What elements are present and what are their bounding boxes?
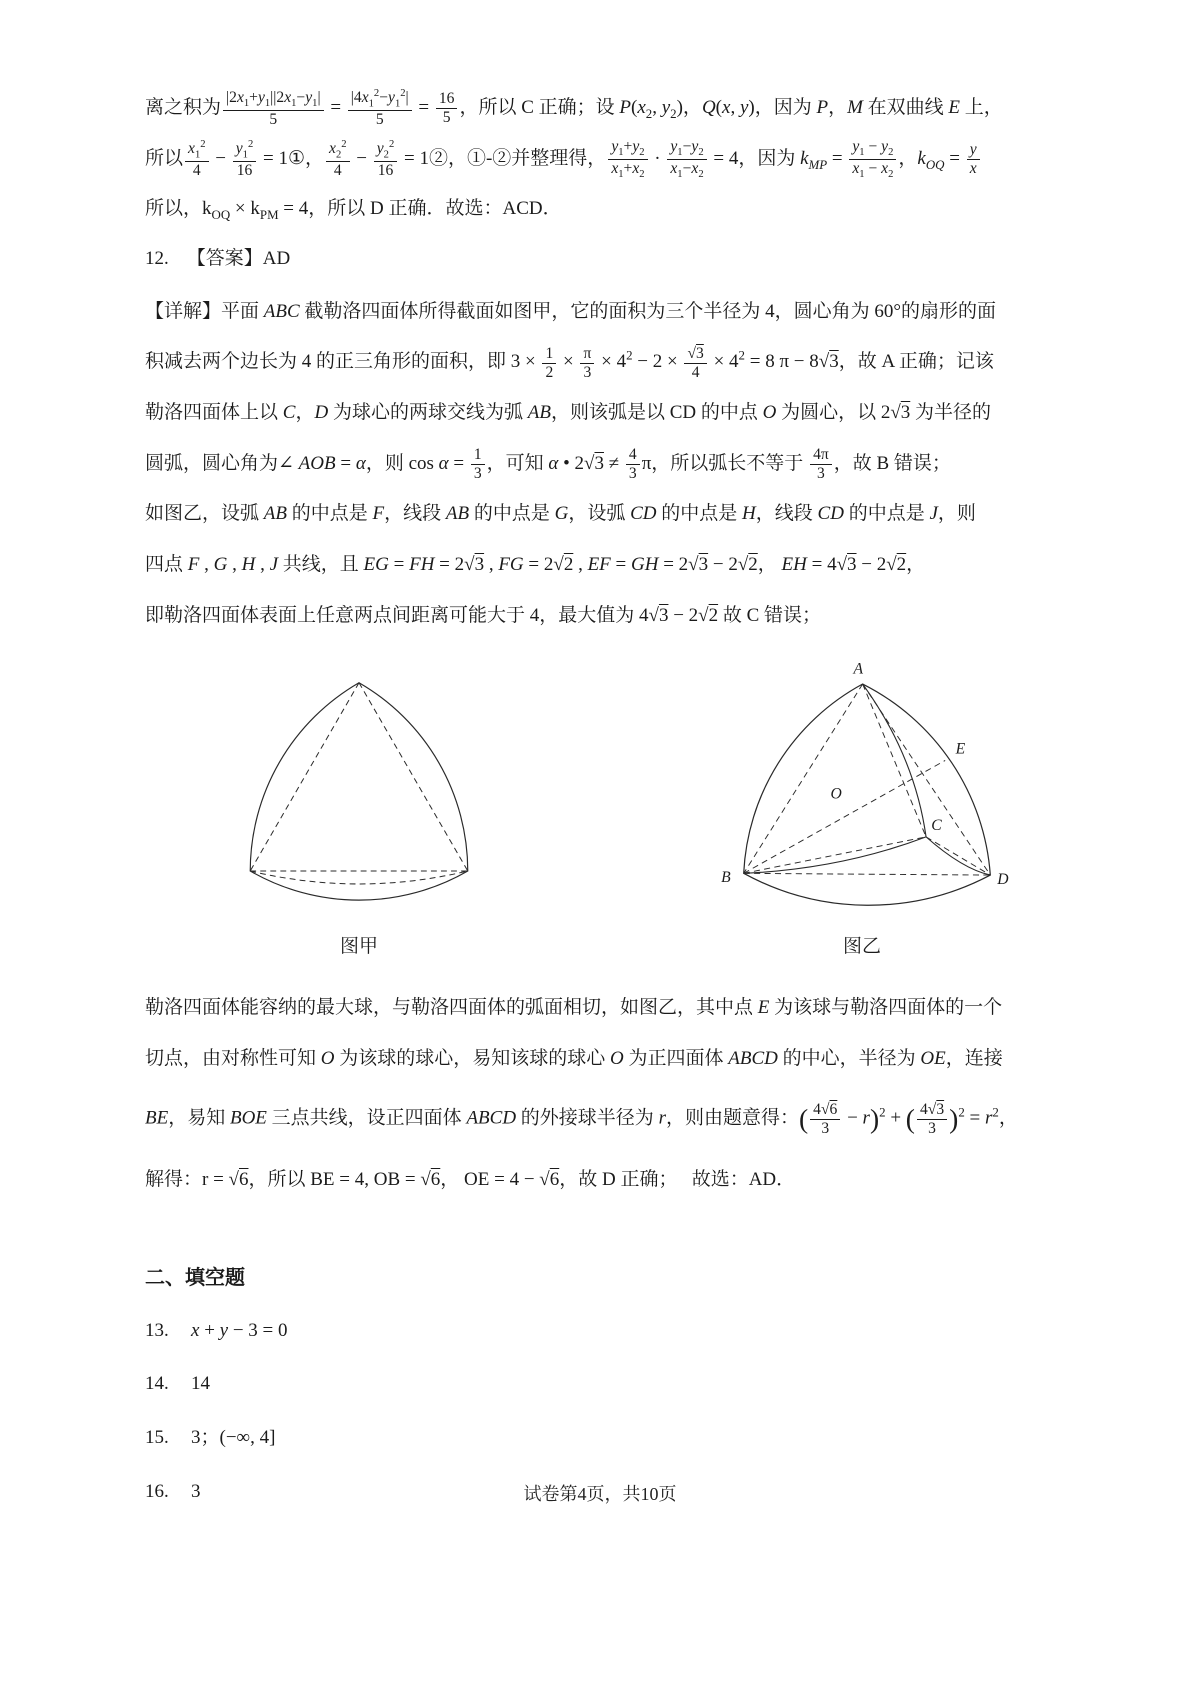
question-12-answer-line — [145, 238, 1062, 280]
blank-answer-13 — [145, 1318, 1062, 1345]
text-line: 所以，$k_{OQ} \times k_{PM} = 4$，所以 D 正确．故选：ACD． — [145, 198, 562, 223]
reuleaux-tetrahedron-figure-jia — [200, 666, 518, 917]
vertex-label-e: E — [955, 740, 966, 758]
figures-row — [200, 656, 1032, 958]
vertex-label-o: O — [830, 785, 842, 803]
section-title-fill-in: 二、填空题 — [145, 1266, 245, 1289]
blank-number: 13. — [145, 1319, 169, 1341]
text-line: 圆弧，圆心角为∠ AOB = α，则 cos α = $\frac{1}{3}$ ，可知 α • 2√3 ≠ $\frac{4}{3}$ π，所以弧长不等于 $\frac{4\pi}{3}$ ，故 B 错误； — [145, 445, 951, 482]
hidden-edge-apex-left — [250, 683, 359, 871]
vertex-label-c: C — [931, 817, 942, 835]
hidden-edge-ac — [863, 684, 926, 837]
text-line: 勒洛四面体上以 C，D 为球心的两球交线为弧 AB，则该弧是以 CD 的中点 O 为圆心，以 2√3 为半径的 — [145, 402, 992, 423]
reuleaux-outline — [744, 684, 991, 905]
text-line: 即勒洛四面体表面上任意两点间距离可能大于 4，最大值为 4√3 − 2√2 故 C 错误； — [145, 604, 822, 626]
hidden-edge-bc — [744, 837, 926, 873]
text-line: 勒洛四面体能容纳的最大球，与勒洛四面体的弧面相切，如图乙，其中点 E 为该球与勒洛四面体的一个 — [145, 997, 1003, 1019]
vertex-label-b: B — [721, 869, 731, 887]
hidden-edge-cd — [926, 837, 990, 875]
figure-jia-caption: 图甲 — [339, 936, 378, 958]
hidden-edge-bd — [744, 874, 991, 876]
text-line: 四点 F , G , H , J 共线，且 EG = FH = 2√3 , FG = 2√2 , EF = GH = 2√3 − 2√2， EH = 4√3 − 2√2， — [145, 553, 926, 575]
blank-number: 14. — [145, 1373, 169, 1395]
vertex-label-d: D — [997, 870, 1009, 888]
solution-paragraph-top — [145, 86, 1062, 232]
blank-number: 15. — [145, 1427, 169, 1449]
figure-jia — [200, 666, 518, 958]
hidden-line-boe — [744, 761, 945, 874]
text-line: 离之积为 $\frac{|2x_1+y_1||2x_1-y_1|}{5}$ = $\frac{|4x_1^2-y_1^2|}{5}$ = $\frac{16}{5}$ ，所以 C 正确；设 $P(x_2$, $y_2$)，Q(x, y)，因为 P，M 在双曲线 E 上， — [145, 87, 1003, 129]
text-line: 【详解】平面 ABC 截勒洛四面体所得截面如图甲，它的面积为三个半径为 4，圆心角为 60°的扇形的面 — [145, 300, 997, 322]
text-line: 解得：r = √6，所以 BE = 4, OB = √6， OE = 4 − √6，故 D 正确； 故选：AD． — [145, 1169, 796, 1191]
blank-value: 3；(−∞, 4] — [191, 1427, 276, 1449]
figure-yi — [702, 656, 1032, 958]
solution-paragraph-detail — [145, 290, 1062, 638]
blank-value: 14 — [191, 1373, 210, 1395]
blank-answer-15 — [145, 1425, 1062, 1452]
page-footer: 试卷第4页，共10页 — [523, 1484, 677, 1504]
text-line: BE，易知 BOE 三点共线，设正四面体 ABCD 的外接球半径为 r，则由题意得：( $\frac{4√6}{3}$ − r)$^2$ + ( $\frac{4√3}{3}$ )$^2 = r^2$， — [145, 1101, 1018, 1138]
figure-yi-caption: 图乙 — [842, 936, 881, 958]
text-line: 积减去两个边长为 4 的正三角形的面积，即 3 × $\frac{1}{2}$ × $\frac{\pi}{3}$ × $4^2 - 2$ × $\frac{√3}{4}$ × $4^2 = 8$ π − 8√3，故 A 正确；记该 — [145, 344, 994, 381]
blank-answer-14 — [145, 1371, 1062, 1398]
hidden-back-arc — [250, 871, 468, 884]
vertex-label-a: A — [853, 660, 864, 678]
blank-value: 3 — [191, 1480, 201, 1502]
solution-paragraph-sphere — [145, 986, 1062, 1203]
blank-value: x + y − 3 = 0 — [191, 1319, 288, 1341]
hidden-edge-ab — [744, 684, 863, 873]
text-line: 如图乙，设弧 AB 的中点是 F，线段 AB 的中点是 G，设弧 CD 的中点是 H，线段 CD 的中点是 J，则 — [145, 503, 976, 525]
reuleaux-tetrahedron-figure-yi — [702, 656, 1032, 917]
question-number: 12. — [145, 247, 169, 269]
reuleaux-outline — [250, 683, 468, 900]
text-line: 所以 $\frac{x_1^2}{4}$ − $\frac{y_1^2}{16}$ = 1①， $\frac{x_2^2}{4}$ − $\frac{y_2^2}{16}$ = 1②，①-②并整理得， $\frac{y_1+y_2}{x_1+x_2}$ · $\frac{y_1-y_2}{x_1-x_2}$ = 4，因为 $k_{MP}$ = $\frac{y_1 - y_2}{x_1 - x_2}$ ，$k_{OQ}$ = $\frac{y}{x}$ — [145, 137, 1062, 182]
text-line: 切点，由对称性可知 O 为该球的球心，易知该球的球心 O 为正四面体 ABCD 的中心，半径为 OE，连接 — [145, 1047, 1003, 1069]
answer-label: 【答案】AD — [186, 247, 291, 269]
hidden-edge-apex-right — [359, 683, 468, 871]
blank-number: 16. — [145, 1480, 169, 1502]
